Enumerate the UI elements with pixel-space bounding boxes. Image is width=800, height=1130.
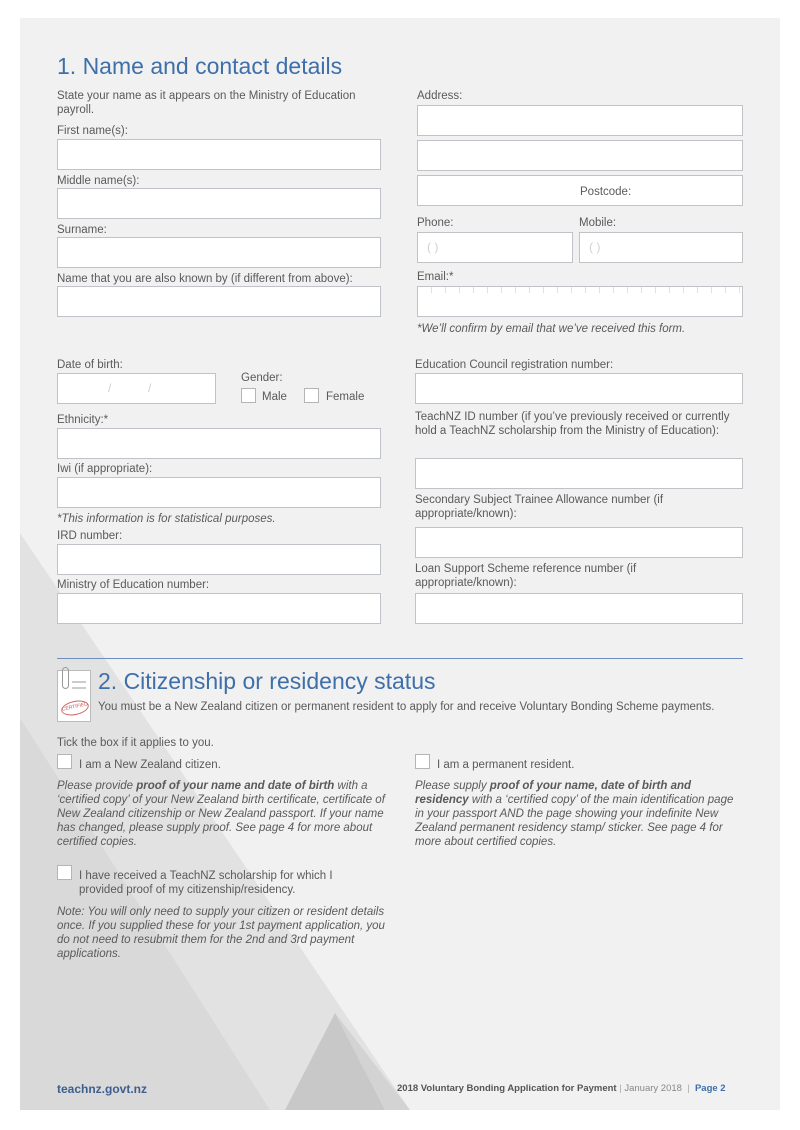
loan-label: Loan Support Scheme reference number (if appropriate/known): bbox=[415, 563, 637, 589]
ethnicity-input[interactable] bbox=[57, 428, 381, 459]
ethnicity-label: Ethnicity:* bbox=[57, 414, 109, 426]
surname-input[interactable] bbox=[57, 237, 381, 268]
surname-label: Surname: bbox=[57, 224, 107, 236]
moe-number-input[interactable] bbox=[57, 593, 381, 624]
footer-info: 2018 Voluntary Bonding Application for Payment | January 2018 | Page 2 bbox=[397, 1083, 726, 1094]
citizen-checkbox[interactable] bbox=[57, 754, 72, 769]
mobile-label: Mobile: bbox=[579, 217, 617, 229]
section-divider bbox=[57, 658, 743, 659]
male-label: Male bbox=[262, 391, 287, 403]
resident-proof-note: Please supply proof of your name, date of birth and residency with a ‘certified copy’ of the main identification page in your passport AND the page showing your indefinite New Zealand permanent residency stamp/ sticker. See page 4 for more about certified copies. bbox=[415, 780, 734, 848]
female-checkbox[interactable] bbox=[304, 388, 319, 403]
mobile-input[interactable] bbox=[579, 232, 743, 263]
ird-label: IRD number: bbox=[57, 530, 123, 542]
address-line-2-input[interactable] bbox=[417, 140, 743, 171]
resident-checkbox[interactable] bbox=[415, 754, 430, 769]
section-1-title: 1. Name and contact details bbox=[57, 53, 343, 79]
council-input[interactable] bbox=[415, 373, 743, 404]
middle-name-input[interactable] bbox=[57, 188, 381, 219]
teachnz-id-input[interactable] bbox=[415, 458, 743, 489]
aka-input[interactable] bbox=[57, 286, 381, 317]
ird-input[interactable] bbox=[57, 544, 381, 575]
ssta-label: Secondary Subject Trainee Allowance number (if appropriate/known): bbox=[415, 494, 664, 520]
page-number: Page 2 bbox=[694, 1083, 726, 1094]
scholarship-checkbox[interactable] bbox=[57, 865, 72, 880]
male-checkbox[interactable] bbox=[241, 388, 256, 403]
section-2-title: 2. Citizenship or residency status bbox=[98, 668, 436, 694]
citizen-label: I am a New Zealand citizen. bbox=[79, 759, 221, 771]
dob-input[interactable] bbox=[57, 373, 216, 404]
first-name-input[interactable] bbox=[57, 139, 381, 170]
statistical-note: *This information is for statistical purposes. bbox=[57, 513, 276, 525]
resubmit-note: Note: You will only need to supply your citizen or resident details once. If you supplied these for your 1st payment application, you do not need to resubmit them for the 2nd and 3rd payment applications. bbox=[57, 906, 385, 960]
citizen-proof-note: Please provide proof of your name and date of birth with a ‘certified copy’ of your New Zealand birth certificate, certificate of New Zealand citizenship or New Zealand passport. If your name has changed, please supply proof. See page 4 for more about certified copies. bbox=[57, 780, 385, 848]
female-label: Female bbox=[326, 391, 365, 403]
tick-instruction: Tick the box if it applies to you. bbox=[57, 737, 214, 749]
iwi-label: Iwi (if appropriate): bbox=[57, 463, 153, 475]
email-input[interactable] bbox=[417, 286, 743, 317]
citizenship-intro: You must be a New Zealand citizen or permanent resident to apply for and receive Voluntary Bonding Scheme payments. bbox=[98, 701, 715, 713]
date-separator: / bbox=[108, 381, 112, 395]
first-name-label: First name(s): bbox=[57, 125, 128, 137]
scholarship-label: I have received a TeachNZ scholarship for which I provided proof of my citizenship/residency. bbox=[79, 870, 333, 896]
iwi-input[interactable] bbox=[57, 477, 381, 508]
phone-input[interactable] bbox=[417, 232, 573, 263]
postcode-label: Postcode: bbox=[580, 186, 632, 198]
dob-label: Date of birth: bbox=[57, 359, 123, 371]
middle-name-label: Middle name(s): bbox=[57, 175, 140, 187]
ssta-input[interactable] bbox=[415, 527, 743, 558]
area-code-placeholder: ( ) bbox=[427, 240, 439, 254]
area-code-placeholder: ( ) bbox=[589, 240, 601, 254]
email-note: *We’ll confirm by email that we’ve received this form. bbox=[417, 323, 686, 335]
address-line-1-input[interactable] bbox=[417, 105, 743, 136]
certified-document-icon: CERTIFIED bbox=[57, 670, 91, 722]
aka-label: Name that you are also known by (if different from above): bbox=[57, 273, 353, 285]
gender-label: Gender: bbox=[241, 372, 283, 384]
date-separator: / bbox=[148, 381, 152, 395]
council-label: Education Council registration number: bbox=[415, 359, 614, 371]
email-label: Email:* bbox=[417, 271, 454, 283]
footer-website-link[interactable]: teachnz.govt.nz bbox=[57, 1082, 148, 1096]
address-label: Address: bbox=[417, 90, 463, 102]
loan-input[interactable] bbox=[415, 593, 743, 624]
phone-label: Phone: bbox=[417, 217, 454, 229]
address-line-3-input[interactable] bbox=[417, 175, 743, 206]
form-page bbox=[20, 18, 780, 1110]
teachnz-id-label: TeachNZ ID number (if you’ve previously received or currently hold a TeachNZ scholarship from the Ministry of Education): bbox=[415, 411, 730, 437]
resident-label: I am a permanent resident. bbox=[437, 759, 575, 771]
intro-text: State your name as it appears on the Ministry of Education payroll. bbox=[57, 90, 356, 116]
moe-number-label: Ministry of Education number: bbox=[57, 579, 210, 591]
